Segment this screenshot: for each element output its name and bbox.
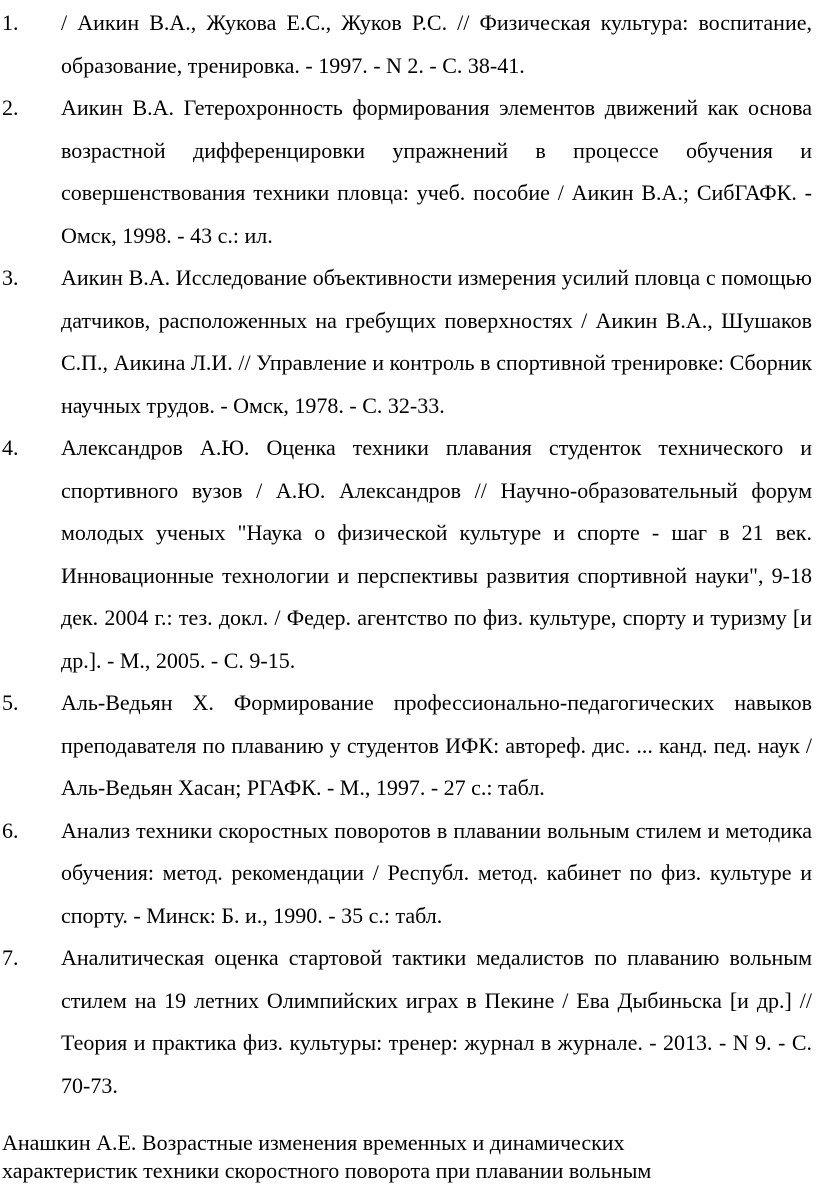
reference-number: 3. <box>2 265 19 290</box>
reference-number: 6. <box>2 817 19 843</box>
reference-number: 1. <box>2 10 19 35</box>
reference-text: Аль-Ведьян Х. Формирование профессионально-педагогических навыков преподавателя по плаванию у студентов ИФК: автореф. дис. ... канд. пед. наук / Аль-Ведьян Хасан; РГАФК. - М., 1997. - 27 с.: табл. <box>61 690 812 800</box>
reference-text: Анализ техники скоростных поворотов в плавании вольным стилем и методика обучения: метод. рекомендации / Республ. метод. кабинет по физ. культуре и спорту. - Минск: Б. и., 1990. - 35 с.: табл. <box>61 817 812 928</box>
reference-number: 2. <box>2 95 19 120</box>
reference-text: / Аикин В.А., Жукова Е.С., Жуков Р.С. // Физическая культура: воспитание, образование, тренировка. - 1997. - N 2. - С. 38-41. <box>61 10 812 78</box>
reference-number: 4. <box>2 435 19 460</box>
reference-text: Александров А.Ю. Оценка техники плавания студенток технического и спортивного вузов / А.Ю. Александров // Научно-образовательный форум молодых ученых "Наука о физической культуре и спорте - шаг в 21 век. Инновационные технологии и перспективы развития спортивной науки", 9-18 дек. 2004 г.: тез. докл. / Федер. агентство по физ. культуре, спорту и туризму [и др.]. - М., 2005. - С. 9-15. <box>61 435 812 673</box>
reference-item <box>0 2 816 87</box>
reference-number: 7. <box>2 945 19 970</box>
reference-list <box>0 2 816 1107</box>
reference-text: Аикин В.А. Гетерохронность формирования элементов движений как основа возрастной дифференцировки упражнений в процессе обучения и совершенствования техники пловца: учеб. пособие / Аикин В.А.; СибГАФК. - Омск, 1998. - 43 с.: ил. <box>61 95 812 248</box>
reference-item <box>0 87 816 257</box>
trailing-reference-text: Анашкин А.Е. Возрастные изменения временных и динамических характеристик техники скоростного поворота при плавании вольным <box>2 1130 652 1183</box>
reference-item <box>0 810 816 938</box>
reference-item <box>0 937 816 1107</box>
reference-item <box>0 427 816 682</box>
reference-item <box>0 257 816 427</box>
reference-number: 5. <box>2 690 19 715</box>
reference-item <box>0 682 816 810</box>
reference-text: Аналитическая оценка стартовой тактики медалистов по плаванию вольным стилем на 19 летних Олимпийских играх в Пекине / Ева Дыбиньска [и др.] // Теория и практика физ. культуры: тренер: журнал в журнале. - 2013. - N 9. - С. 70-73. <box>61 945 812 1098</box>
reference-text: Аикин В.А. Исследование объективности измерения усилий пловца с помощью датчиков, расположенных на гребущих поверхностях / Аикин В.А., Шушаков С.П., Аикина Л.И. // Управление и контроль в спортивной тренировке: Сборник научных трудов. - Омск, 1978. - С. 32-33. <box>61 265 812 418</box>
